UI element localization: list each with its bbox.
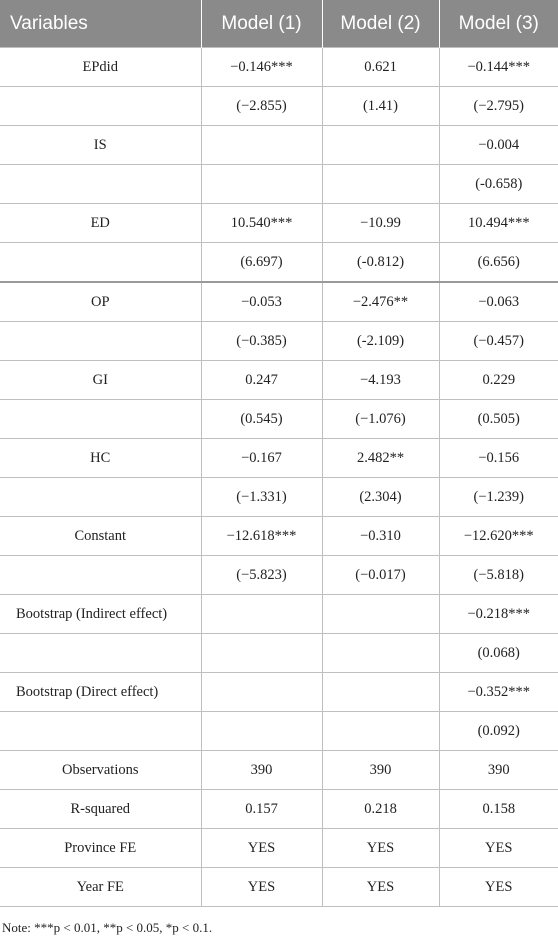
model-3-cell: (0.505) [439, 400, 558, 439]
table-row [0, 751, 558, 790]
model-1-cell: −0.053 [201, 282, 322, 322]
model-3-cell: 390 [439, 751, 558, 790]
model-3-cell: (0.092) [439, 712, 558, 751]
header-model-2: Model (2) [322, 0, 439, 48]
model-2-cell: 0.218 [322, 790, 439, 829]
variable-name [0, 87, 201, 126]
table-row [0, 282, 558, 322]
model-1-cell: 10.540*** [201, 204, 322, 243]
table-row [0, 556, 558, 595]
table-row [0, 517, 558, 556]
model-1-cell: −0.146*** [201, 48, 322, 87]
variable-name: ED [0, 204, 201, 243]
model-3-cell: −0.156 [439, 439, 558, 478]
model-3-cell: (−5.818) [439, 556, 558, 595]
model-2-cell: (-2.109) [322, 322, 439, 361]
model-3-cell: (0.068) [439, 634, 558, 673]
model-3-cell: 0.229 [439, 361, 558, 400]
model-2-cell: YES [322, 829, 439, 868]
model-3-cell: −0.352*** [439, 673, 558, 712]
variable-name: R-squared [0, 790, 201, 829]
model-3-cell: (−0.457) [439, 322, 558, 361]
variable-name: IS [0, 126, 201, 165]
table-row [0, 478, 558, 517]
variable-name: Province FE [0, 829, 201, 868]
variable-name [0, 634, 201, 673]
model-2-cell: YES [322, 868, 439, 907]
model-2-cell: 0.621 [322, 48, 439, 87]
model-3-cell: 10.494*** [439, 204, 558, 243]
model-3-cell: −0.004 [439, 126, 558, 165]
table-row [0, 126, 558, 165]
model-1-cell: YES [201, 829, 322, 868]
table-note: Note: ***p < 0.01, **p < 0.05, *p < 0.1. [2, 920, 213, 935]
variable-name: HC [0, 439, 201, 478]
model-1-cell: −12.618*** [201, 517, 322, 556]
model-2-cell: (−0.017) [322, 556, 439, 595]
variable-name [0, 243, 201, 283]
model-2-cell: (1.41) [322, 87, 439, 126]
model-1-cell: −0.167 [201, 439, 322, 478]
table-row [0, 48, 558, 87]
variable-name: OP [0, 282, 201, 322]
variable-name [0, 400, 201, 439]
model-3-cell: (-0.658) [439, 165, 558, 204]
variable-name: Bootstrap (Indirect effect) [0, 595, 201, 634]
table-row [0, 712, 558, 751]
header-variables: Variables [0, 0, 201, 48]
model-1-cell [201, 673, 322, 712]
model-2-cell: −10.99 [322, 204, 439, 243]
header-model-1: Model (1) [201, 0, 322, 48]
model-3-cell: YES [439, 829, 558, 868]
model-2-cell: (2.304) [322, 478, 439, 517]
model-1-cell: YES [201, 868, 322, 907]
table-row [0, 400, 558, 439]
variable-name: Observations [0, 751, 201, 790]
model-3-cell: −12.620*** [439, 517, 558, 556]
model-3-cell: YES [439, 868, 558, 907]
model-1-cell [201, 595, 322, 634]
table-row [0, 165, 558, 204]
model-1-cell: 0.247 [201, 361, 322, 400]
table-row [0, 595, 558, 634]
model-2-cell: (−1.076) [322, 400, 439, 439]
model-3-cell: −0.144*** [439, 48, 558, 87]
model-1-cell: (−2.855) [201, 87, 322, 126]
model-1-cell [201, 126, 322, 165]
model-1-cell: (0.545) [201, 400, 322, 439]
variable-name [0, 712, 201, 751]
table-row [0, 243, 558, 283]
variable-name: Bootstrap (Direct effect) [0, 673, 201, 712]
model-2-cell [322, 712, 439, 751]
variable-name [0, 478, 201, 517]
model-2-cell: 390 [322, 751, 439, 790]
model-3-cell: −0.218*** [439, 595, 558, 634]
model-1-cell: (6.697) [201, 243, 322, 283]
model-3-cell: −0.063 [439, 282, 558, 322]
model-1-cell: (−1.331) [201, 478, 322, 517]
table-row [0, 361, 558, 400]
model-3-cell: 0.158 [439, 790, 558, 829]
model-2-cell [322, 165, 439, 204]
model-1-cell [201, 712, 322, 751]
model-2-cell: −2.476** [322, 282, 439, 322]
header-model-3: Model (3) [439, 0, 558, 48]
variable-name: Constant [0, 517, 201, 556]
model-2-cell: −0.310 [322, 517, 439, 556]
variable-name: EPdid [0, 48, 201, 87]
model-1-cell: (−0.385) [201, 322, 322, 361]
table-row [0, 673, 558, 712]
table-row [0, 829, 558, 868]
table-row [0, 322, 558, 361]
table-row [0, 204, 558, 243]
model-2-cell [322, 126, 439, 165]
header-row [0, 0, 558, 48]
model-2-cell [322, 595, 439, 634]
model-2-cell [322, 634, 439, 673]
model-1-cell: 390 [201, 751, 322, 790]
table-row [0, 87, 558, 126]
model-3-cell: (−2.795) [439, 87, 558, 126]
model-1-cell: (−5.823) [201, 556, 322, 595]
model-2-cell: (-0.812) [322, 243, 439, 283]
table-row [0, 439, 558, 478]
model-2-cell [322, 673, 439, 712]
table-row [0, 790, 558, 829]
model-1-cell: 0.157 [201, 790, 322, 829]
model-1-cell [201, 634, 322, 673]
table-row [0, 634, 558, 673]
variable-name: Year FE [0, 868, 201, 907]
variable-name: GI [0, 361, 201, 400]
variable-name [0, 556, 201, 595]
variable-name [0, 322, 201, 361]
model-2-cell: 2.482** [322, 439, 439, 478]
model-1-cell [201, 165, 322, 204]
table-row [0, 868, 558, 907]
model-3-cell: (6.656) [439, 243, 558, 283]
variable-name [0, 165, 201, 204]
model-2-cell: −4.193 [322, 361, 439, 400]
model-3-cell: (−1.239) [439, 478, 558, 517]
